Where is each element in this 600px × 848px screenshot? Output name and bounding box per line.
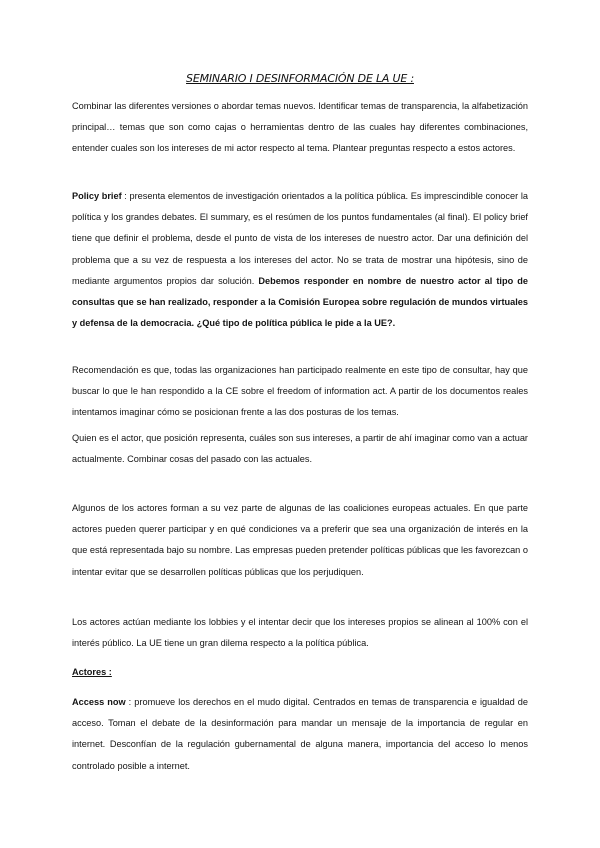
access-now-text: : promueve los derechos en el mudo digital. Centrados en temas de transparencia e igualdad de acceso. Toman el debate de la desinformación para mandar un mensaje de la importancia de regular en internet. Desconfían de la regulación gubernamental de alguna manera, importancia del acceso lo menos controlado posible a internet. xyxy=(72,697,528,771)
paragraph-coaliciones: Algunos de los actores forman a su vez parte de algunas de las coaliciones europeas actuales. En que parte actores pueden querer participar y en qué condiciones va a preferir que sea una organización de interés en la que está representada bajo su nombre. Las empresas pueden pretender políticas públicas que les favorezcan o intentar evitar que se desarrollen políticas públicas que los perjudiquen. xyxy=(72,503,528,577)
policy-brief-text: : presenta elementos de investigación orientados a la política pública. Es imprescindible conocer la política y los grandes debates. El summary, es el resúmen de los puntos fundamentales (al final). El policy brief tiene que definir el problema, desde el punto de vista de los intereses de nuestro actor. Dar una definición del problema que a su vez de respuesta a los intereses del actor. No se trata de mostrar una hipótesis, sino de mediante argumentos propios dar solución. xyxy=(72,191,528,286)
paragraph-intro: Combinar las diferentes versiones o abordar temas nuevos. Identificar temas de transparencia, la alfabetización principal… temas que son como cajas o herramientas dentro de las cuales hay diferentes combinaciones, entender cuales son los intereses de mi actor respecto al tema. Plantear preguntas respecto a estos actores. xyxy=(72,101,528,154)
paragraph-access-now xyxy=(72,692,528,777)
policy-brief-term: Policy brief xyxy=(72,191,122,201)
paragraph-lobbies: Los actores actúan mediante los lobbies y el intentar decir que los intereses propios se alinean al 100% con el interés público. La UE tiene un gran dilema respecto a la política pública. xyxy=(72,617,528,649)
paragraph-recomendacion: Recomendación es que, todas las organizaciones han participado realmente en este tipo de consultar, hay que buscar lo que le han respondido a la CE sobre el freedom of information act. A partir de los documentos reales intentamos imaginar cómo se posicionan frente a las dos posturas de los temas. xyxy=(72,365,528,418)
paragraph-actor: Quien es el actor, que posición representa, cuáles son sus intereses, a partir de ahí imaginar como van a actuar actualmente. Combinar cosas del pasado con las actuales. xyxy=(72,433,528,465)
actores-heading xyxy=(72,662,528,683)
paragraph-policy-brief xyxy=(72,186,528,334)
access-now-term: Access now xyxy=(72,697,126,707)
policy-brief-emphasis: Debemos responder en nombre de nuestro actor al tipo de consultas que se han realizado, responder a la Comisión Europea sobre regulación de mundos virtuales y defensa de la democracia. ¿Qué tipo de política pública le pide a la UE?. xyxy=(72,275,528,329)
actores-heading-label: Actores : xyxy=(72,667,112,677)
document-title: SEMINARIO I DESINFORMACIÓN DE LA UE : xyxy=(186,72,414,85)
